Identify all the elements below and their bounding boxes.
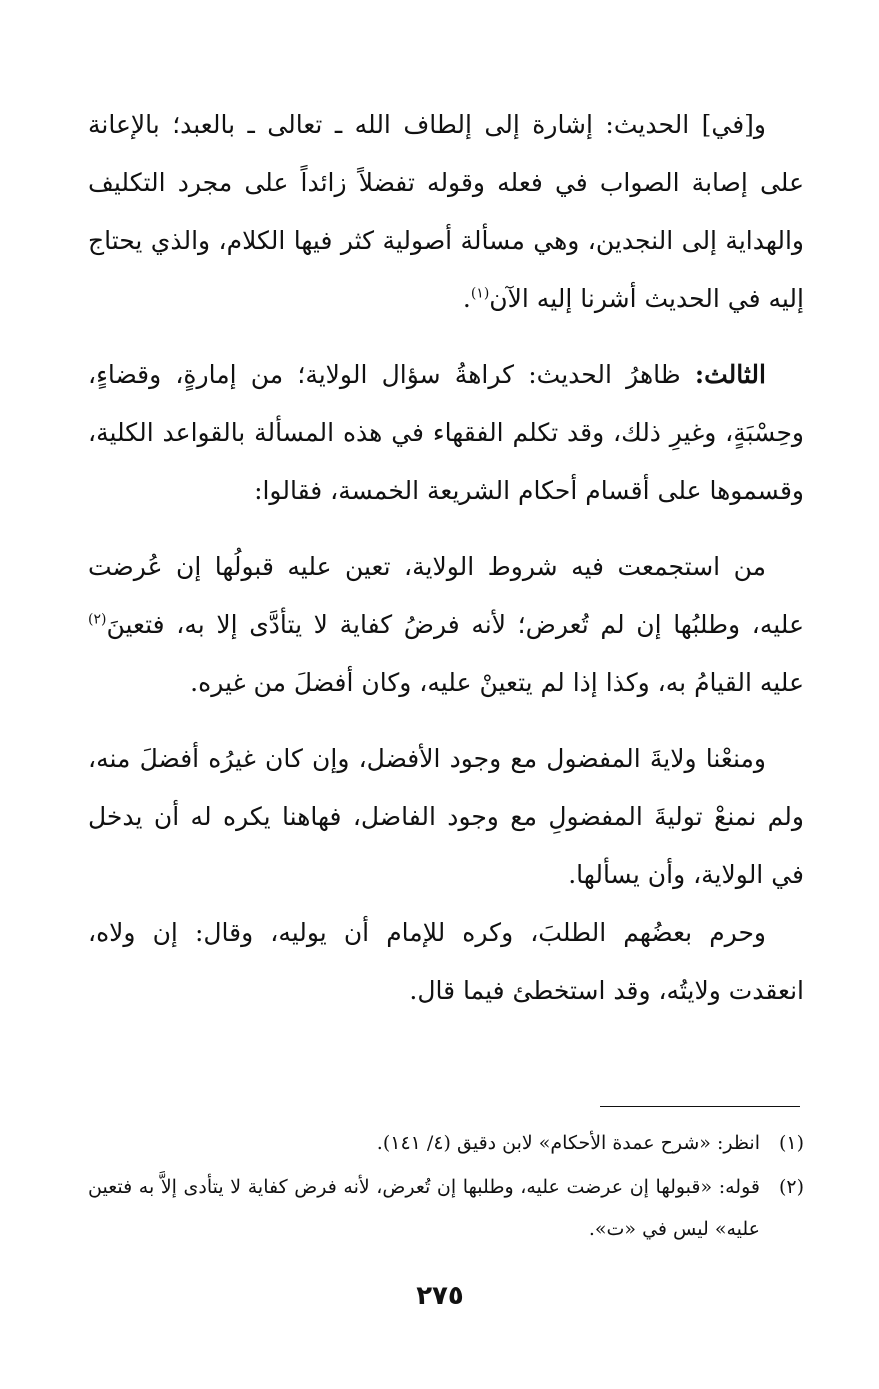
paragraph-1-end: . [462, 284, 471, 313]
footnote-1 [88, 1122, 804, 1164]
footnote-2-number: (٢) [778, 1176, 804, 1198]
footnote-1-text: انظر: «شرح عمدة الأحكام» لابن دقيق (٤/ ١٤١). [376, 1132, 760, 1154]
paragraph-2 [88, 346, 804, 520]
paragraph-1-text: و[في] الحديث: إشارة إلى إلطاف الله ـ تعالى ـ بالعبد؛ بالإعانة على إصابة الصواب في فعله وقوله تفضلاً زائداً على مجرد التكليف والهداية إلى النجدين، وهي مسألة أصولية كثر فيها الكلام، والذي يحتاج إليه في الحديث أشرنا إليه الآن [88, 110, 804, 313]
paragraph-3 [88, 538, 804, 712]
paragraph-5-text: وحرم بعضُهم الطلبَ، وكره للإمام أن يوليه، وقال: إن ولاه، انعقدت ولايتُه، وقد استخطئ فيما قال. [88, 918, 804, 1005]
paragraph-1 [88, 96, 804, 328]
paragraph-2-text: ظاهرُ الحديث: كراهةُ سؤال الولاية؛ من إمارةٍ، وقضاءٍ، وحِسْبَةٍ، وغيرِ ذلك، وقد تكلم الفقهاء في هذه المسألة بالقواعد الكلية، وقسموها على أقسام أحكام الشريعة الخمسة، فقالوا: [88, 360, 804, 505]
paragraph-4-text: ومنعْنا ولايةَ المفضول مع وجود الأفضل، وإن كان غيرُه أفضلَ منه، ولم نمنعْ توليةَ المفضولِ مع وجود الفاضل، فهاهنا يكره له أن يدخل في الولاية، وأن يسألها. [88, 744, 804, 889]
paragraph-5 [88, 904, 804, 1020]
paragraph-3-text-a: من استجمعت فيه شروط الولاية، تعين عليه قبولُها إن عُرضت عليه، وطلبُها إن لم تُعرض؛ لأنه فرضُ كفاية لا يتأدَّى إلا به، فتعينَ [88, 552, 804, 639]
paragraph-2-lead: الثالث: [694, 360, 766, 389]
main-text [88, 96, 804, 1020]
footnote-ref-2[interactable]: (٢) [88, 611, 107, 628]
footnote-1-number: (١) [778, 1132, 804, 1154]
paragraph-3-text-b: عليه القيامُ به، وكذا إذا لم يتعينْ عليه، وكان أفضلَ من غيره. [190, 668, 804, 697]
footnote-2-text: قوله: «قبولها إن عرضت عليه، وطلبها إن تُعرض، لأنه فرض كفاية لا يتأدى إلاَّ به فتعين عليه» ليس في «ت». [88, 1176, 760, 1240]
footnotes [88, 1122, 804, 1252]
page-number: ٢٧٥ [416, 1281, 464, 1311]
paragraph-4 [88, 730, 804, 904]
footnote-2 [88, 1166, 804, 1250]
footnote-separator [600, 1106, 800, 1107]
footnote-ref-1[interactable]: (١) [470, 285, 490, 302]
